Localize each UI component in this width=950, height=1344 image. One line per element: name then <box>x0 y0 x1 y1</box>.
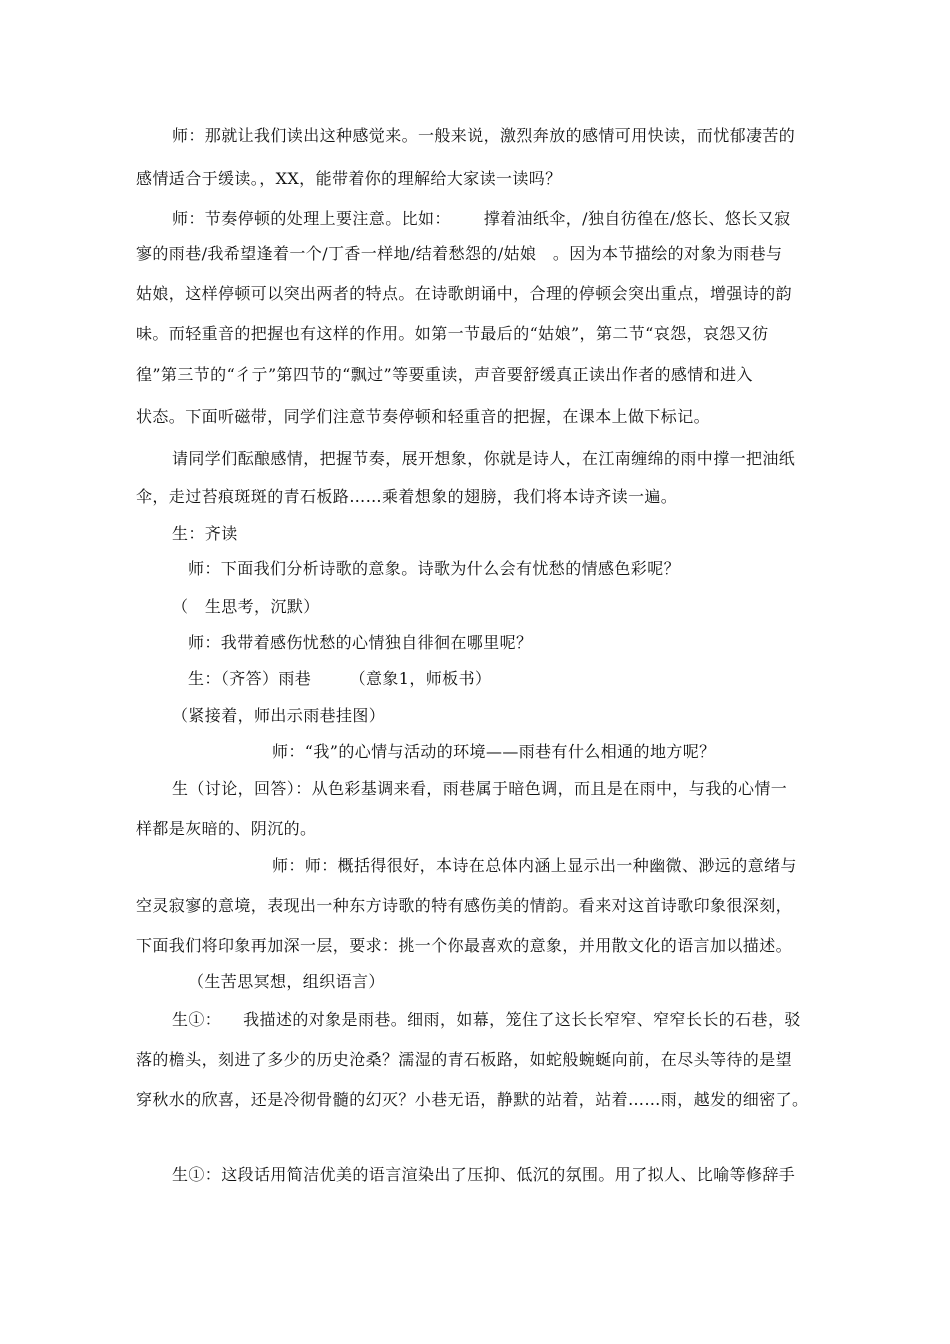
text-line: 姑娘，这样停顿可以突出两者的特点。在诗歌朗诵中，合理的停顿会突出重点，增强诗的韵 <box>136 284 793 303</box>
text-line: （紧接着，师出示雨巷挂图） <box>172 706 386 725</box>
text-line: 状态。下面听磁带，同学们注意节奏停顿和轻重音的把握，在课本上做下标记。 <box>136 407 711 426</box>
text-line: 生①：这段话用简洁优美的语言渲染出了压抑、低沉的氛围。用了拟人、比喻等修辞手 <box>172 1165 796 1184</box>
text-line: 生：（齐答）雨巷 （意象1，师板书） <box>188 669 492 688</box>
text-line: 伞，走过苔痕斑斑的青石板路……乘着想象的翅膀，我们将本诗齐读一遍。 <box>136 487 678 506</box>
text-line: 生：齐读 <box>172 524 238 543</box>
text-line: 师：节奏停顿的处理上要注意。比如： 撑着油纸伞，/独自彷徨在/悠长、悠长又寂 <box>172 209 791 228</box>
text-line: 徨”第三节的“彳亍”第四节的“飘过”等要重读，声音要舒缓真正读出作者的感情和进入 <box>136 365 753 384</box>
text-line: 感情适合于缓读。，XX，能带着你的理解给大家读一读吗？ <box>136 169 562 188</box>
text-line: 寥的雨巷/我希望逢着一个/丁香一样地/结着愁怨的/姑娘 。因为本节描绘的对象为雨巷与 <box>136 244 783 263</box>
text-line: 师：我带着感伤忧愁的心情独自徘徊在哪里呢？ <box>188 633 533 652</box>
text-line: 请同学们酝酿感情，把握节奏，展开想象，你就是诗人，在江南缠绵的雨中撑一把油纸 <box>172 449 796 468</box>
text-line: 落的檐头，刻进了多少的历史沧桑？濡湿的青石板路，如蛇般蜿蜒向前，在尽头等待的是望 <box>136 1050 793 1069</box>
text-line: 下面我们将印象再加深一层，要求：挑一个你最喜欢的意象，并用散文化的语言加以描述。 <box>136 936 793 955</box>
text-line: 生（讨论，回答）：从色彩基调来看，雨巷属于暗色调，而且是在雨中，与我的心情一 <box>172 779 788 798</box>
text-line: （ 生思考，沉默） <box>172 597 320 616</box>
text-line: 样都是灰暗的、阴沉的。 <box>136 819 317 838</box>
text-line: 师：师：概括得很好，本诗在总体内涵上显示出一种幽微、渺远的意绪与 <box>272 856 797 875</box>
text-line: 生①： 我描述的对象是雨巷。细雨，如幕，笼住了这长长窄窄、窄窄长长的石巷，驳 <box>172 1010 801 1029</box>
text-line: 味。而轻重音的把握也有这样的作用。如第一节最后的“姑娘”，第二节“哀怨，哀怨又彷 <box>136 324 769 343</box>
text-line: 师：那就让我们读出这种感觉来。一般来说，激烈奔放的感情可用快读，而忧郁凄苦的 <box>172 126 796 145</box>
text-line: （生苦思冥想，组织语言） <box>188 972 385 991</box>
text-line: 空灵寂寥的意境，表现出一种东方诗歌的特有感伤美的情韵。看来对这首诗歌印象很深刻， <box>136 896 793 915</box>
text-line: 师：“我”的心情与活动的环境——雨巷有什么相通的地方呢？ <box>272 742 716 761</box>
text-line: 穿秋水的欣喜，还是冷彻骨髓的幻灭？小巷无语，静默的站着，站着……雨，越发的细密了。 <box>136 1090 809 1109</box>
text-line: 师：下面我们分析诗歌的意象。诗歌为什么会有忧愁的情感色彩呢？ <box>188 559 681 578</box>
